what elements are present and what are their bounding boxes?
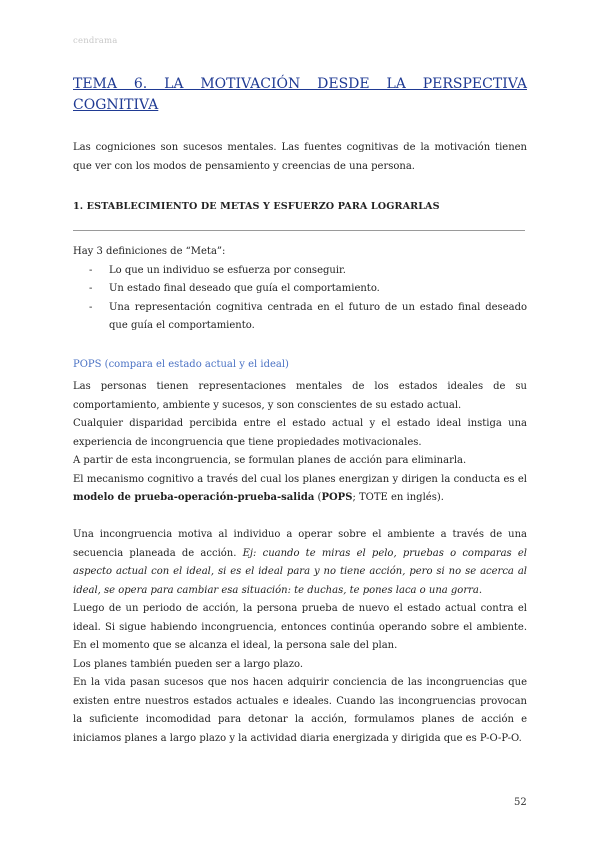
list-item-text: Lo que un individuo se esfuerza por conseguir. [109, 264, 346, 276]
definitions-block [73, 243, 527, 336]
list-item [73, 299, 527, 336]
list-dash: - [89, 264, 93, 276]
list-dash: - [89, 283, 93, 294]
list-item [73, 280, 527, 299]
intro-text: Las cogniciones son sucesos mentales. Las fuentes cognitivas de la motivación tienen que ver con los modos de pensamiento y creencias de una persona. [73, 142, 527, 172]
pops-paragraph-1: Las personas tienen representaciones mentales de los estados ideales de su comportamiento, ambiente y sucesos, y son conscientes de su estado actual. [73, 381, 527, 411]
list-item [73, 262, 527, 281]
page-header: cendrama [73, 36, 118, 46]
pops-paragraphs [73, 378, 527, 508]
incongruence-paragraph-4: En la vida pasan sucesos que nos hacen adquirir conciencia de las incongruencias que existen entre nuestros estados actuales e ideales. Cuando las incongruencias provocan la suficiente incomodidad para detonar la acción, formulamos planes de acción e iniciamos planes a largo plazo y la actividad diaria energizada y dirigida que es P-O-P-O. [73, 677, 527, 744]
pops-paragraph-3: A partir de esta incongruencia, se formulan planes de acción para eliminarla. [73, 455, 467, 466]
definitions-lead: Hay 3 definiciones de “Meta”: [73, 246, 226, 257]
pops-paragraph-4 [73, 471, 527, 508]
list-item-text: Un estado final deseado que guía el comportamiento. [109, 283, 380, 294]
list-item-text: Una representación cognitiva centrada en el futuro de un estado final deseado que guía el comportamiento. [109, 301, 527, 331]
definitions-list [73, 262, 527, 336]
pops-p4-mid: ( [314, 492, 322, 503]
section-divider [73, 230, 525, 231]
intro-paragraph [73, 139, 527, 176]
incongruence-paragraph-3: Los planes también pueden ser a largo plazo. [73, 658, 304, 670]
incongruence-p1-start: Una incongruencia motiva al individuo a operar sobre el ambiente a través de una secuencia planeada de acción. [73, 529, 527, 559]
pops-subheading: POPS (compara el estado actual y el ideal) [73, 359, 289, 370]
pops-acronym: POPS [321, 492, 353, 503]
page-title [73, 74, 527, 116]
incongruence-paragraph-2: Luego de un periodo de acción, la persona prueba de nuevo el estado actual contra el ideal. Si sigue habiendo incongruencia, entonces continúa operando sobre el ambiente. En el momento que se alcanza el ideal, la persona sale del plan. [73, 603, 527, 651]
pops-model-name: modelo de prueba-operación-prueba-salida [73, 492, 315, 503]
incongruence-example: Ej: cuando te miras el pelo, pruebas o comparas el aspecto actual con el ideal, si es el ideal para y no tiene acción, pero si no se acerca al ideal, se opera para cambiar esa situación: te duchas, te pones laca o una gorra. [73, 547, 527, 596]
pops-p4-end: ; TOTE en inglés). [352, 492, 444, 503]
incongruence-paragraphs [73, 526, 527, 748]
pops-p4-start: El mecanismo cognitivo a través del cual los planes energizan y dirigen la conducta es el [73, 473, 527, 485]
title-line-1: TEMA 6. LA MOTIVACIÓN DESDE LA PERSPECTIVA [73, 76, 527, 92]
page-number: 52 [514, 797, 527, 808]
incongruence-paragraph-1 [73, 526, 527, 600]
pops-paragraph-2: Cualquier disparidad percibida entre el estado actual y el estado ideal instiga una experiencia de incongruencia que tiene propiedades motivacionales. [73, 418, 527, 448]
list-dash: - [89, 301, 93, 313]
section-heading: 1. ESTABLECIMIENTO DE METAS Y ESFUERZO PARA LOGRARLAS [73, 201, 440, 212]
title-line-2: COGNITIVA [73, 97, 159, 113]
